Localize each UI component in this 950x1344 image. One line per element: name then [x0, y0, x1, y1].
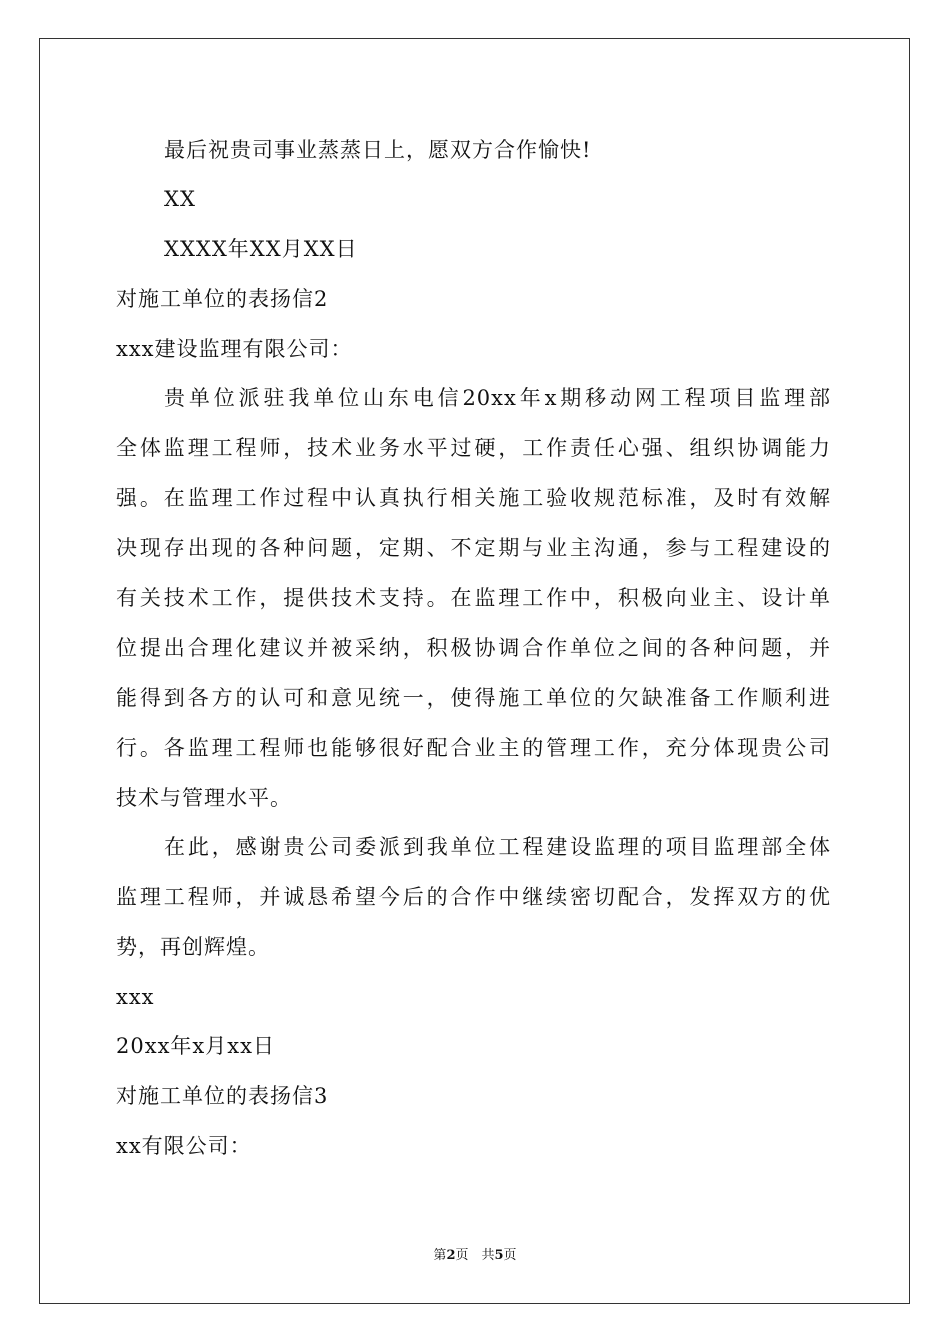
page-border [39, 38, 910, 1304]
letter2-para1-line: 决现存出现的各种问题，定期、不定期与业主沟通，参与工程建设的 [116, 536, 831, 560]
letter2-para1-line: 行。各监理工程师也能够很好配合业主的管理工作，充分体现贵公司 [116, 736, 831, 760]
footer-prefix: 第 [433, 1248, 447, 1263]
letter2-para1-line: 贵单位派驻我单位山东电信20xx年x期移动网工程项目监理部 [164, 386, 831, 410]
footer-total-pages: 5 [494, 1248, 504, 1263]
closing-signature: XX [164, 187, 196, 211]
letter2-para1-line: 位提出合理化建议并被采纳，积极协调合作单位之间的各种问题，并 [116, 636, 831, 660]
footer-page-number: 2 [446, 1248, 456, 1263]
letter3-title: 对施工单位的表扬信3 [116, 1084, 329, 1108]
letter2-date: 20xx年x月xx日 [116, 1034, 275, 1058]
closing-date: XXXX年XX月XX日 [164, 237, 358, 261]
letter3-recipient: xx有限公司： [116, 1134, 252, 1158]
footer-suffix: 页 [503, 1248, 517, 1263]
footer-middle: 页 共 [455, 1248, 495, 1263]
letter2-recipient: xxx建设监理有限公司： [116, 337, 353, 361]
letter2-para1-line: 技术与管理水平。 [116, 786, 292, 810]
closing-wish: 最后祝贵司事业蒸蒸日上，愿双方合作愉快! [164, 138, 592, 162]
letter2-para1-line: 全体监理工程师，技术业务水平过硬，工作责任心强、组织协调能力 [116, 436, 831, 460]
letter2-para1-line: 能得到各方的认可和意见统一，使得施工单位的欠缺准备工作顺利进 [116, 686, 831, 710]
letter2-para1-line: 有关技术工作，提供技术支持。在监理工作中，积极向业主、设计单 [116, 586, 831, 610]
letter2-signature: xxx [116, 985, 155, 1009]
letter2-para1-line: 强。在监理工作过程中认真执行相关施工验收规范标准，及时有效解 [116, 486, 831, 510]
letter2-title: 对施工单位的表扬信2 [116, 287, 329, 311]
page-footer [0, 1248, 950, 1264]
letter2-para2-line: 监理工程师，并诚恳希望今后的合作中继续密切配合，发挥双方的优 [116, 885, 831, 909]
letter2-para2-line: 势，再创辉煌。 [116, 935, 270, 959]
letter2-para2-line: 在此，感谢贵公司委派到我单位工程建设监理的项目监理部全体 [164, 835, 831, 859]
